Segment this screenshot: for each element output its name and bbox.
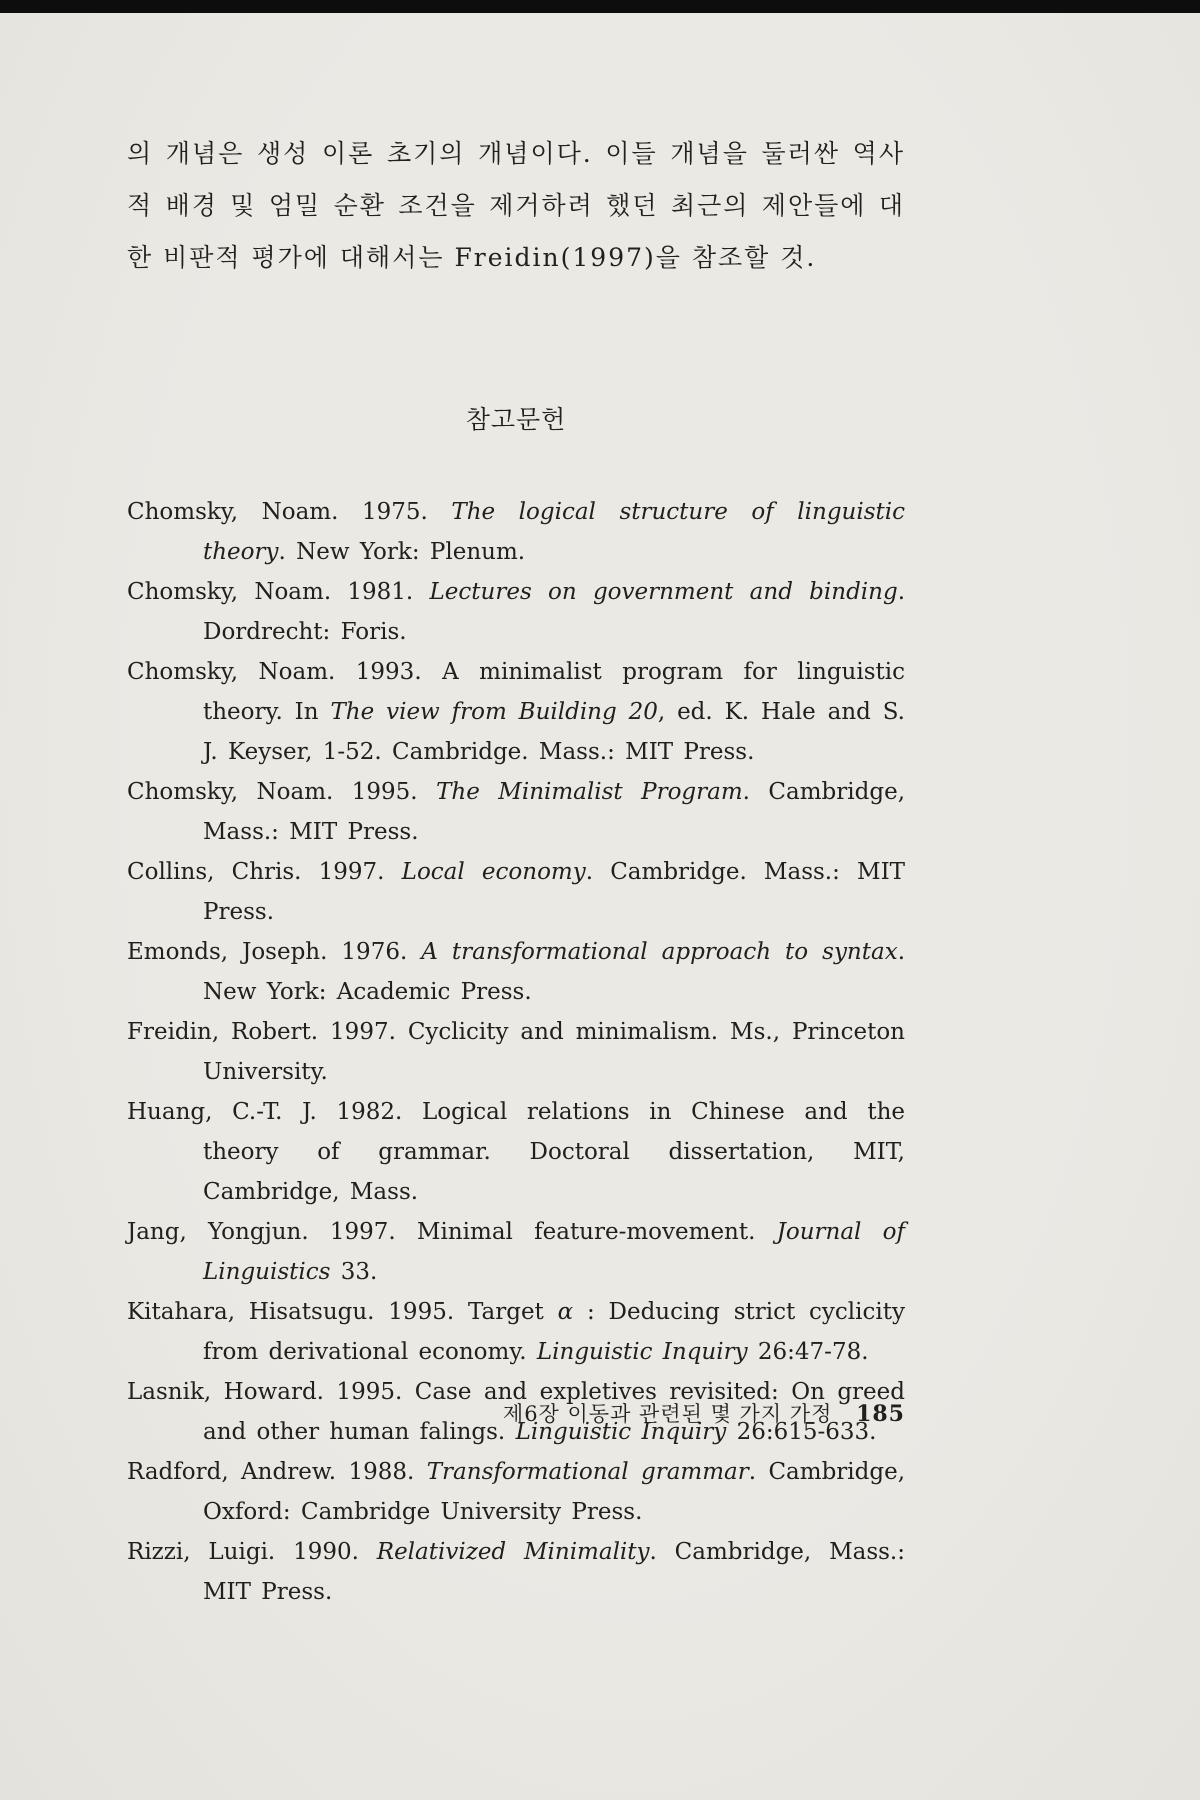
reference-entry xyxy=(127,1012,905,1092)
reference-title-italic: Transformational grammar xyxy=(426,1459,749,1485)
reference-text: . New York: Academic Press. xyxy=(203,939,905,1005)
reference-entry xyxy=(127,1212,905,1292)
reference-entry xyxy=(127,1452,905,1532)
reference-title-italic: Journal of Linguistics xyxy=(203,1219,905,1285)
references-list xyxy=(127,492,905,1612)
page-content xyxy=(127,0,905,1612)
reference-entry xyxy=(127,932,905,1012)
reference-entry xyxy=(127,1092,905,1212)
reference-entry xyxy=(127,852,905,932)
reference-entry xyxy=(127,1532,905,1612)
reference-text: 26:615-633. xyxy=(726,1419,877,1445)
reference-title-italic: Relativized Minimality xyxy=(376,1539,650,1565)
reference-text: : Deducing strict cyclicity from derivational economy. xyxy=(203,1299,905,1365)
reference-entry xyxy=(127,652,905,772)
reference-entry xyxy=(127,1292,905,1372)
footer-chapter-title: 제6장 이동과 관련된 몇 가지 가정 xyxy=(502,1402,833,1426)
reference-text: Kitahara, Hisatsugu. 1995. Target xyxy=(127,1299,558,1325)
reference-title-italic: Linguistic Inquiry xyxy=(536,1339,748,1365)
reference-title-italic: The Minimalist Program xyxy=(436,779,743,805)
reference-text: Radford, Andrew. 1988. xyxy=(127,1459,427,1485)
reference-title-italic: A transformational approach to syntax xyxy=(421,939,898,965)
reference-text: Huang, C.-T. J. 1982. Logical relations in Chinese and the theory of grammar. Doctoral dissertation, MIT, Cambridge, Mass. xyxy=(127,1099,905,1205)
reference-title-italic: Local economy xyxy=(401,859,586,885)
references-heading: 참고문헌 xyxy=(465,405,567,434)
reference-text: Rizzi, Luigi. 1990. xyxy=(127,1539,377,1565)
reference-text: . Cambridge. Mass.: MIT Press. xyxy=(203,859,906,925)
page-number: 185 xyxy=(856,1401,905,1427)
reference-text: Collins, Chris. 1997. xyxy=(127,859,402,885)
intro-paragraph: 의 개념은 생성 이론 초기의 개념이다. 이들 개념을 둘러싼 역사적 배경 및 엄밀 순환 조건을 제거하려 했던 최근의 제안들에 대한 비판적 평가에 대해서는 Freidin(1997)을 참조할 것. xyxy=(127,139,905,272)
reference-title-italic: α xyxy=(557,1299,574,1325)
reference-text: Freidin, Robert. 1997. Cyclicity and minimalism. Ms., Princeton University. xyxy=(127,1019,905,1085)
reference-text: 26:47-78. xyxy=(747,1339,869,1365)
page-footer xyxy=(127,1398,905,1428)
reference-text: Chomsky, Noam. 1993. A minimalist program for linguistic theory. In xyxy=(127,659,905,725)
reference-text: . Cambridge, Mass.: MIT Press. xyxy=(203,779,905,845)
reference-text: . Cambridge, Oxford: Cambridge University Press. xyxy=(203,1459,906,1525)
reference-text: Jang, Yongjun. 1997. Minimal feature-movement. xyxy=(127,1219,777,1245)
reference-text: Chomsky, Noam. 1975. xyxy=(127,499,452,525)
reference-title-italic: Linguistic Inquiry xyxy=(515,1419,727,1445)
reference-text: Chomsky, Noam. 1995. xyxy=(127,779,437,805)
reference-text: Emonds, Joseph. 1976. xyxy=(127,939,422,965)
reference-entry xyxy=(127,772,905,852)
reference-text: , ed. K. Hale and S. J. Keyser, 1-52. Cambridge. Mass.: MIT Press. xyxy=(203,699,905,765)
reference-title-italic: The logical structure of linguistic theory xyxy=(203,499,906,565)
reference-entry xyxy=(127,572,905,652)
reference-text: . Dordrecht: Foris. xyxy=(203,579,906,645)
reference-text: . Cambridge, Mass.: MIT Press. xyxy=(203,1539,905,1605)
reference-title-italic: Lectures on government and binding xyxy=(429,579,898,605)
reference-title-italic: The view from Building 20 xyxy=(330,699,658,725)
reference-text: . New York: Plenum. xyxy=(278,539,526,565)
reference-text: Chomsky, Noam. 1981. xyxy=(127,579,430,605)
reference-entry xyxy=(127,492,905,572)
reference-text: Lasnik, Howard. 1995. Case and expletives revisited: On greed and other human falings. xyxy=(127,1379,905,1445)
reference-text: 33. xyxy=(330,1259,378,1285)
